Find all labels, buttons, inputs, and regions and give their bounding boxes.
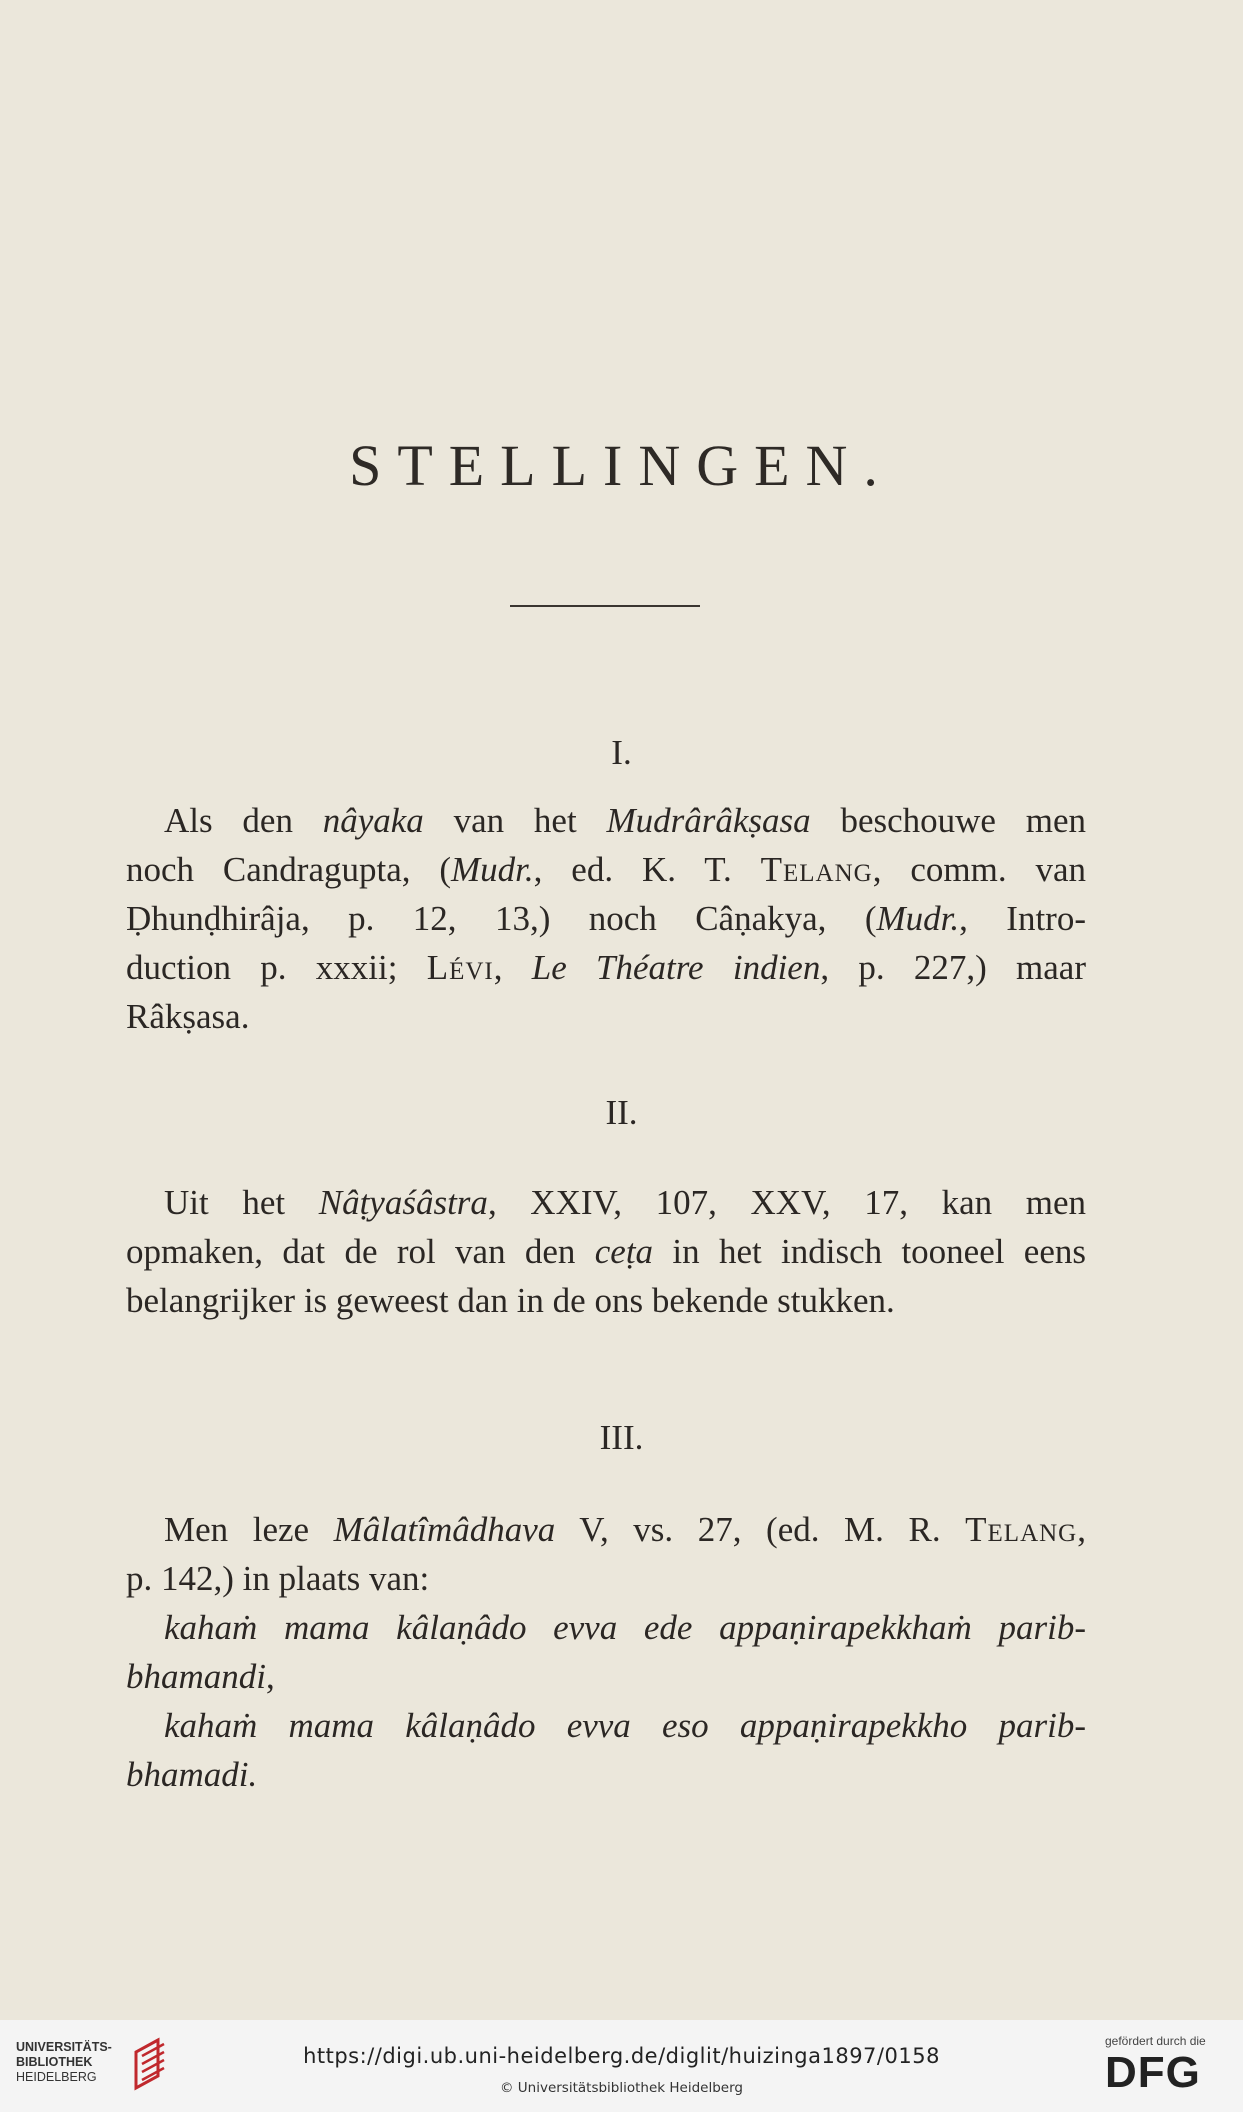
text-line: bhamandi, [126,1657,275,1696]
text-line: p. 142,) in plaats van: [126,1559,430,1598]
text-line: Uit het Nâṭyaśâstra, XXIV, 107, XXV, 17, kan men [164,1183,1086,1222]
title-rule [510,605,700,607]
library-line-3: HEIDELBERG [16,2070,97,2084]
section-numeral-3: III. [599,1418,644,1457]
library-line-1: UNIVERSITÄTS- [16,2040,112,2054]
text-line: Als den nâyaka van het Mudrârâkṣasa beschouwe men [164,801,1087,840]
section-3-text [126,1505,1086,1799]
text-line: Men leze Mâlatîmâdhava V, vs. 27, (ed. M. R. Telang, [164,1510,1086,1549]
text-line: opmaken, dat de rol van den ceṭa in het indisch tooneel eens [126,1232,1086,1271]
section-2-text [126,1178,1086,1325]
text-line: kahaṁ mama kâlaṇâdo evva ede appaṇirapekkhaṁ parib- [164,1608,1086,1647]
text-line: duction p. xxxii; Lévi, Le Théatre indien, p. 227,) maar [126,948,1086,987]
text-line: kahaṁ mama kâlaṇâdo evva eso appaṇirapekkho parib- [164,1706,1086,1745]
page-title: STELLINGEN. [349,433,894,498]
viewer-footer [0,2020,1243,2112]
library-line-2: BIBLIOTHEK [16,2055,93,2069]
text-line: Ḍhunḍhirâja, p. 12, 13,) noch Câṇakya, (Mudr., Intro- [126,899,1086,938]
section-numeral-1: I. [611,733,632,772]
section-numeral-2: II. [605,1093,638,1132]
copyright-notice: © Universitätsbibliothek Heidelberg [499,2080,743,2096]
section-1-text [126,796,1086,1041]
funder-label: gefördert durch die [1105,2034,1206,2048]
text-line: bhamadi. [126,1755,258,1794]
page-url-link[interactable]: https://digi.ub.uni-heidelberg.de/diglit/huizinga1897/0158 [303,2044,940,2068]
text-line: belangrijker is geweest dan in de ons bekende stukken. [126,1281,895,1320]
text-line: Râkṣasa. [126,997,250,1036]
dfg-logo: DFG [1105,2048,1201,2097]
text-line: noch Candragupta, (Mudr., ed. K. T. Telang, comm. van [126,850,1086,889]
